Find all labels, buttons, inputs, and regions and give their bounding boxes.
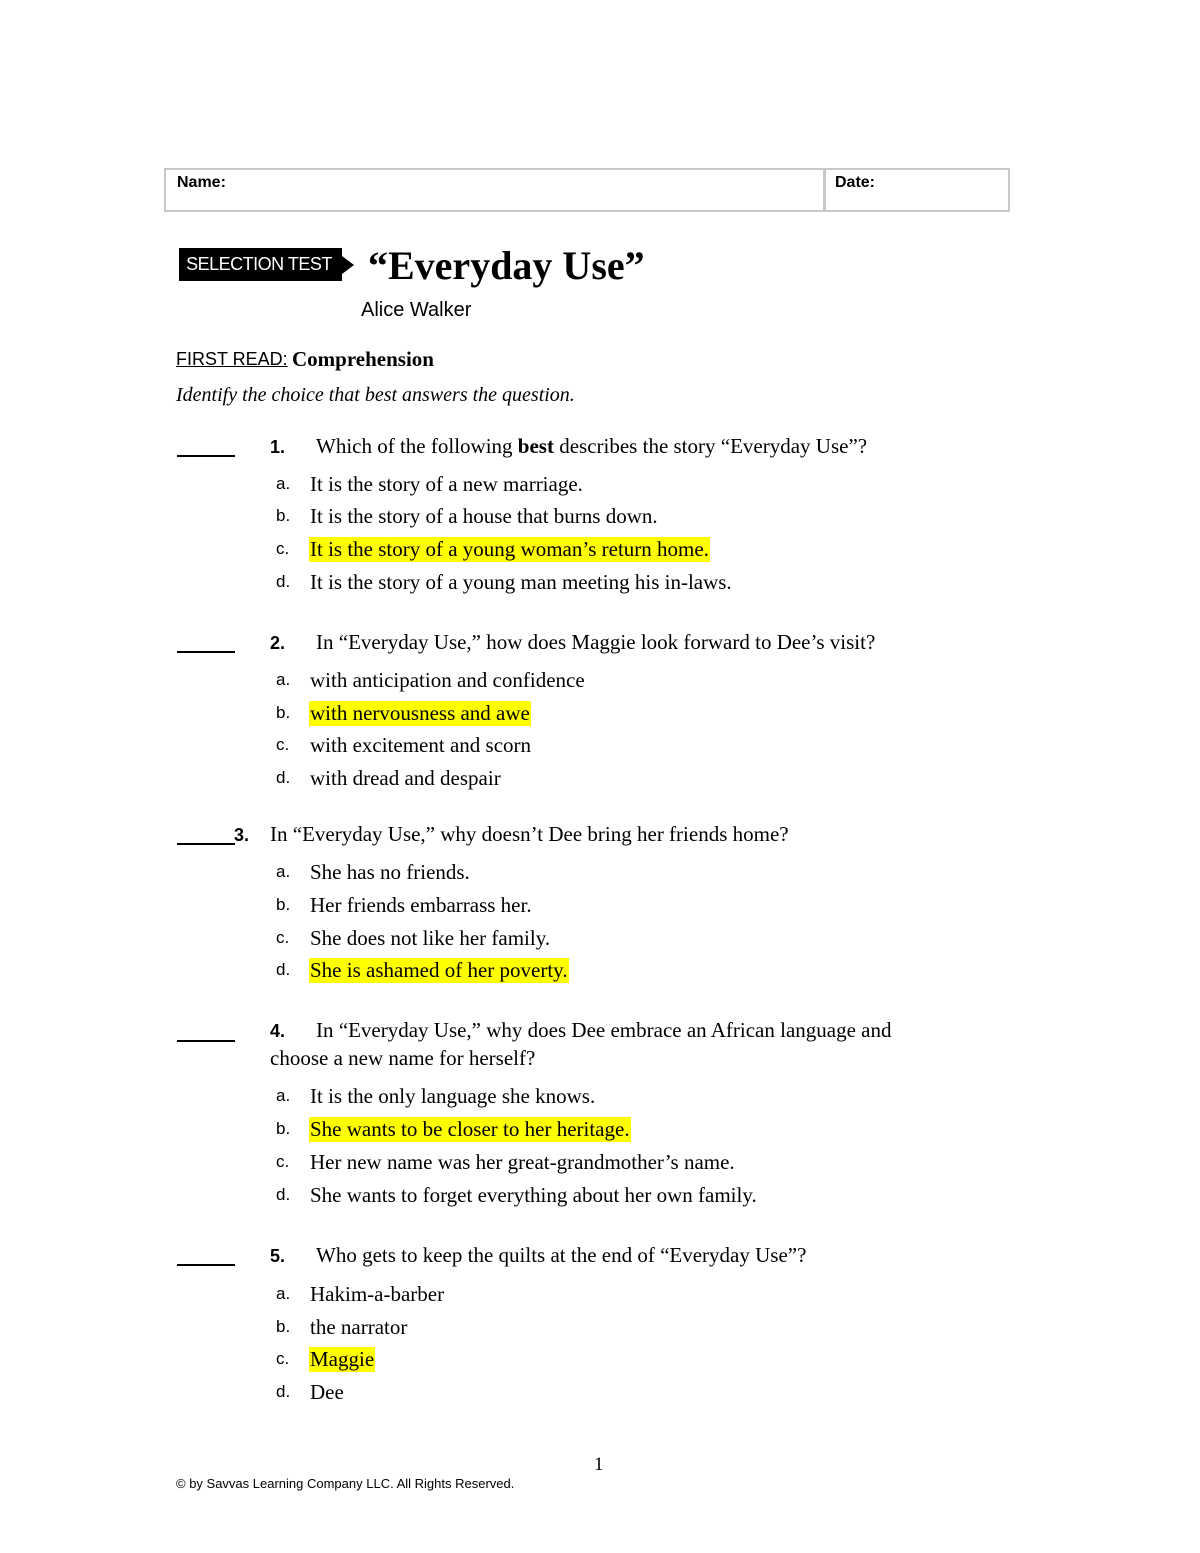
option-text: with anticipation and confidence: [310, 668, 585, 692]
answer-blank[interactable]: [177, 455, 235, 457]
option-text: She does not like her family.: [310, 926, 551, 950]
answer-blank[interactable]: [177, 1040, 235, 1042]
question-number: 4.: [270, 1021, 286, 1041]
question-text-part: describes the story “Everyday Use”?: [553, 434, 868, 458]
option-letter: c.: [276, 928, 290, 947]
option-letter: d.: [276, 572, 291, 591]
option-text: It is the story of a new marriage.: [310, 472, 583, 496]
option-text-highlighted: with nervousness and awe: [310, 701, 530, 725]
question-number: 5.: [270, 1246, 286, 1266]
option-text: Her new name was her great-grandmother’s name.: [310, 1150, 735, 1174]
option-letter: a.: [276, 474, 291, 493]
section-title: Comprehension: [292, 347, 434, 371]
option-letter: a.: [276, 862, 291, 881]
option-letter: a.: [276, 1086, 291, 1105]
option-text: She has no friends.: [310, 860, 470, 884]
option-text: It is the only language she knows.: [310, 1084, 596, 1108]
question-text: In “Everyday Use,” why doesn’t Dee bring her friends home?: [270, 822, 789, 846]
option-text: It is the story of a house that burns down.: [310, 504, 658, 528]
question-number: 1.: [270, 437, 286, 457]
option-letter: b.: [276, 895, 291, 914]
option-text: It is the story of a young man meeting his in-laws.: [310, 570, 732, 594]
option-letter: b.: [276, 1317, 291, 1336]
answer-blank[interactable]: [177, 843, 235, 845]
option-text: with excitement and scorn: [310, 733, 532, 757]
option-text-highlighted: She is ashamed of her poverty.: [310, 958, 568, 982]
answer-blank[interactable]: [177, 1264, 235, 1266]
option-letter: a.: [276, 670, 291, 689]
story-author: Alice Walker: [361, 299, 472, 321]
question-text: Who gets to keep the quilts at the end of “Everyday Use”?: [316, 1243, 807, 1267]
story-title: “Everyday Use”: [368, 243, 645, 288]
tag-arrow-icon: [342, 256, 354, 274]
date-label: Date:: [835, 174, 876, 191]
question-number: 3.: [234, 825, 250, 845]
option-letter: d.: [276, 1382, 291, 1401]
option-letter: b.: [276, 703, 291, 722]
option-text-highlighted: Maggie: [310, 1347, 375, 1371]
selection-test-tag: [179, 248, 342, 281]
name-date-divider: [823, 170, 826, 210]
question-text-part: Which of the following: [316, 434, 518, 458]
answer-blank[interactable]: [177, 651, 235, 653]
option-letter: c.: [276, 539, 290, 558]
option-text-highlighted: It is the story of a young woman’s return home.: [310, 537, 709, 561]
page-number: 1: [594, 1454, 604, 1475]
question-text: [316, 434, 867, 459]
question-number: 2.: [270, 633, 286, 653]
option-text-highlighted: She wants to be closer to her heritage.: [310, 1117, 630, 1141]
option-letter: d.: [276, 960, 291, 979]
option-text: Dee: [310, 1380, 344, 1404]
option-letter: c.: [276, 1349, 290, 1368]
section-label: FIRST READ:: [176, 349, 288, 369]
option-letter: c.: [276, 1152, 290, 1171]
option-letter: d.: [276, 1185, 291, 1204]
question-text: choose a new name for herself?: [270, 1046, 536, 1070]
option-letter: a.: [276, 1284, 291, 1303]
option-letter: c.: [276, 735, 290, 754]
option-text: Her friends embarrass her.: [310, 893, 532, 917]
option-letter: b.: [276, 506, 291, 525]
option-letter: b.: [276, 1119, 291, 1138]
option-text: Hakim-a-barber: [310, 1282, 445, 1306]
question-text-bold: best: [517, 434, 554, 458]
question-text: In “Everyday Use,” how does Maggie look forward to Dee’s visit?: [316, 630, 876, 654]
instructions: Identify the choice that best answers the question.: [176, 384, 575, 406]
name-label: Name:: [177, 174, 226, 191]
selection-test-label: SELECTION TEST: [186, 254, 332, 274]
question-text: In “Everyday Use,” why does Dee embrace an African language and: [316, 1018, 892, 1042]
copyright: © by Savvas Learning Company LLC. All Rights Reserved.: [176, 1476, 515, 1491]
option-text: with dread and despair: [310, 766, 501, 790]
option-letter: d.: [276, 768, 291, 787]
option-text: the narrator: [310, 1315, 408, 1339]
name-date-box: [164, 168, 1010, 212]
option-text: She wants to forget everything about her own family.: [310, 1183, 757, 1207]
